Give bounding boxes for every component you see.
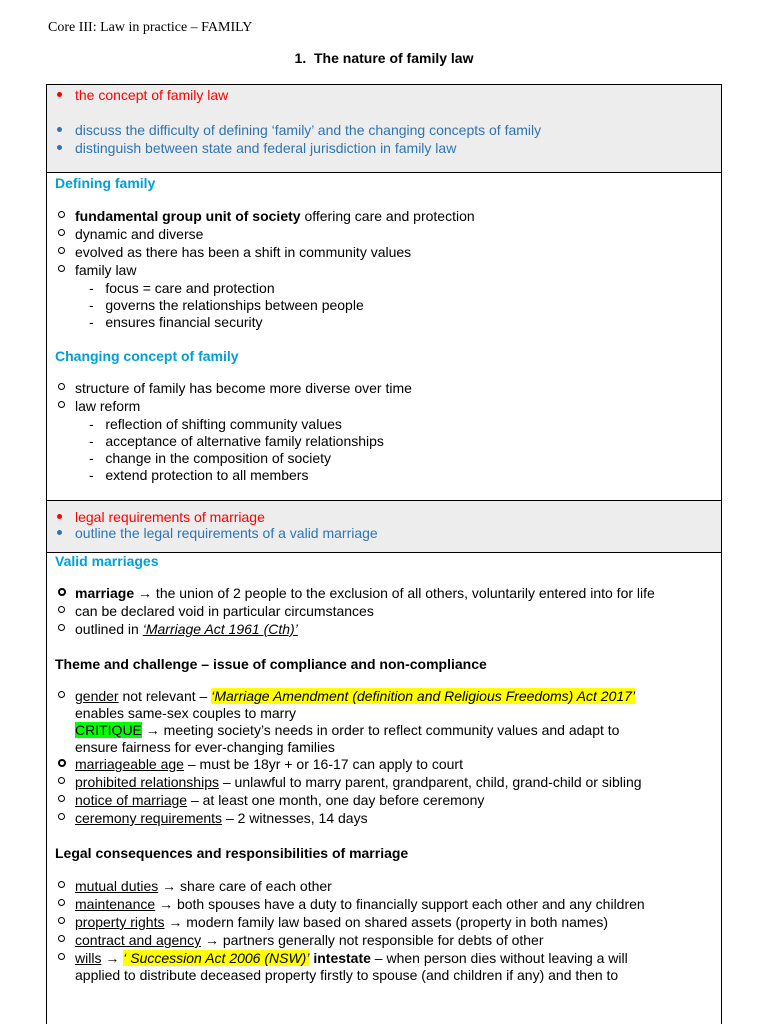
syllabus-content: outline the legal requirements of a valid marriage xyxy=(75,525,378,541)
list-item: marriageable age – must be 18yr + or 16-17 can apply to court xyxy=(75,756,463,772)
notes-table xyxy=(46,84,722,1024)
list-item: structure of family has become more diverse over time xyxy=(75,380,412,396)
critique-highlight: CRITIQUE xyxy=(75,722,142,738)
list-item: mutual duties → share care of each other xyxy=(75,878,332,894)
syllabus-outcome: legal requirements of marriage xyxy=(75,509,265,525)
list-item-continued: ensure fairness for ever-changing families xyxy=(75,739,335,755)
list-item: law reform xyxy=(75,398,141,414)
running-header: Core III: Law in practice – FAMILY xyxy=(48,20,253,35)
list-item: evolved as there has been a shift in community values xyxy=(75,244,412,260)
list-item: wills → ‘ Succession Act 2006 (NSW)’ intestate – when person dies without leaving a will xyxy=(75,950,628,966)
bullet-icon xyxy=(57,514,62,519)
section-heading: Defining family xyxy=(55,175,156,191)
circle-bullet-icon xyxy=(58,247,65,254)
circle-bullet-icon xyxy=(58,401,65,408)
critique-line: CRITIQUE → meeting society’s needs in order to reflect community values and adapt to xyxy=(75,722,620,738)
syllabus-outcome: the concept of family law xyxy=(75,87,229,103)
circle-bullet-icon xyxy=(58,229,65,236)
circle-bullet-icon xyxy=(58,881,65,888)
circle-bullet-icon xyxy=(58,813,65,820)
list-item-continued: enables same-sex couples to marry xyxy=(75,705,296,721)
document-title: 1. The nature of family law xyxy=(294,50,474,66)
arrow-icon: → xyxy=(159,896,174,912)
list-item: gender not relevant – ‘Marriage Amendment (definition and Religious Freedoms) Act 2017’ xyxy=(75,688,636,704)
circle-bullet-icon xyxy=(58,899,65,906)
sub-list-item: - reflection of shifting community values xyxy=(89,416,342,432)
list-item: can be declared void in particular circumstances xyxy=(75,603,374,619)
arrow-icon: → xyxy=(168,914,183,930)
arrow-icon: → xyxy=(145,722,160,738)
circle-bullet-icon xyxy=(58,383,65,390)
sub-list-item: - focus = care and protection xyxy=(89,280,275,296)
circle-bullet-icon xyxy=(58,211,65,218)
circle-bullet-icon xyxy=(58,935,65,942)
valid-marriages-section xyxy=(47,553,721,1025)
act-reference: ‘ Succession Act 2006 (NSW)’ xyxy=(123,950,310,966)
section-heading: Valid marriages xyxy=(55,553,159,569)
syllabus-box-1 xyxy=(47,85,721,173)
list-item: outlined in ‘Marriage Act 1961 (Cth)’ xyxy=(75,621,298,637)
sub-list-item: - acceptance of alternative family relationships xyxy=(89,433,384,449)
bullet-icon xyxy=(57,530,62,535)
list-item: fundamental group unit of society offering care and protection xyxy=(75,208,475,224)
list-item: notice of marriage – at least one month, one day before ceremony xyxy=(75,792,485,808)
list-item: property rights → modern family law based on shared assets (property in both names) xyxy=(75,914,609,930)
circle-bullet-icon xyxy=(58,588,66,596)
sub-list-item: - ensures financial security xyxy=(89,314,263,330)
circle-bullet-icon xyxy=(58,953,65,960)
syllabus-content: discuss the difficulty of defining ‘family’ and the changing concepts of family xyxy=(75,122,542,138)
list-item: family law xyxy=(75,262,137,278)
arrow-icon: → xyxy=(138,585,153,601)
section-heading: Changing concept of family xyxy=(55,348,239,364)
circle-bullet-icon xyxy=(58,795,65,802)
sub-list-item: - change in the composition of society xyxy=(89,450,332,466)
defining-family-section xyxy=(47,173,721,501)
list-item: maintenance → both spouses have a duty to financially support each other and any children xyxy=(75,896,645,912)
subheading: Legal consequences and responsibilities of marriage xyxy=(55,845,409,861)
list-item-continued: applied to distribute deceased property firstly to spouse (and children if any) and then to xyxy=(75,967,619,983)
bullet-icon xyxy=(57,127,62,132)
circle-bullet-icon xyxy=(58,759,66,767)
circle-bullet-icon xyxy=(58,265,65,272)
circle-bullet-icon xyxy=(58,777,65,784)
bullet-icon xyxy=(57,92,62,97)
subheading: Theme and challenge – issue of compliance and non-compliance xyxy=(55,656,487,672)
bullet-icon xyxy=(57,145,62,150)
circle-bullet-icon xyxy=(58,606,65,613)
sub-list-item: - governs the relationships between people xyxy=(89,297,364,313)
list-item: contract and agency → partners generally not responsible for debts of other xyxy=(75,932,544,948)
list-item: marriage → the union of 2 people to the exclusion of all others, voluntarily entered into for life xyxy=(75,585,655,601)
arrow-icon: → xyxy=(105,950,120,966)
sub-list-item: - extend protection to all members xyxy=(89,467,309,483)
act-reference: ‘Marriage Act 1961 (Cth)’ xyxy=(142,621,298,637)
syllabus-content: distinguish between state and federal jurisdiction in family law xyxy=(75,140,457,156)
list-item: ceremony requirements – 2 witnesses, 14 days xyxy=(75,810,368,826)
arrow-icon: → xyxy=(204,932,219,948)
list-item: dynamic and diverse xyxy=(75,226,204,242)
arrow-icon: → xyxy=(162,878,177,894)
circle-bullet-icon xyxy=(58,917,65,924)
circle-bullet-icon xyxy=(58,691,65,698)
list-item: prohibited relationships – unlawful to marry parent, grandparent, child, grand-child or sibling xyxy=(75,774,642,790)
act-reference: ‘Marriage Amendment (definition and Religious Freedoms) Act 2017’ xyxy=(211,688,636,704)
circle-bullet-icon xyxy=(58,624,65,631)
syllabus-box-2 xyxy=(47,501,721,553)
